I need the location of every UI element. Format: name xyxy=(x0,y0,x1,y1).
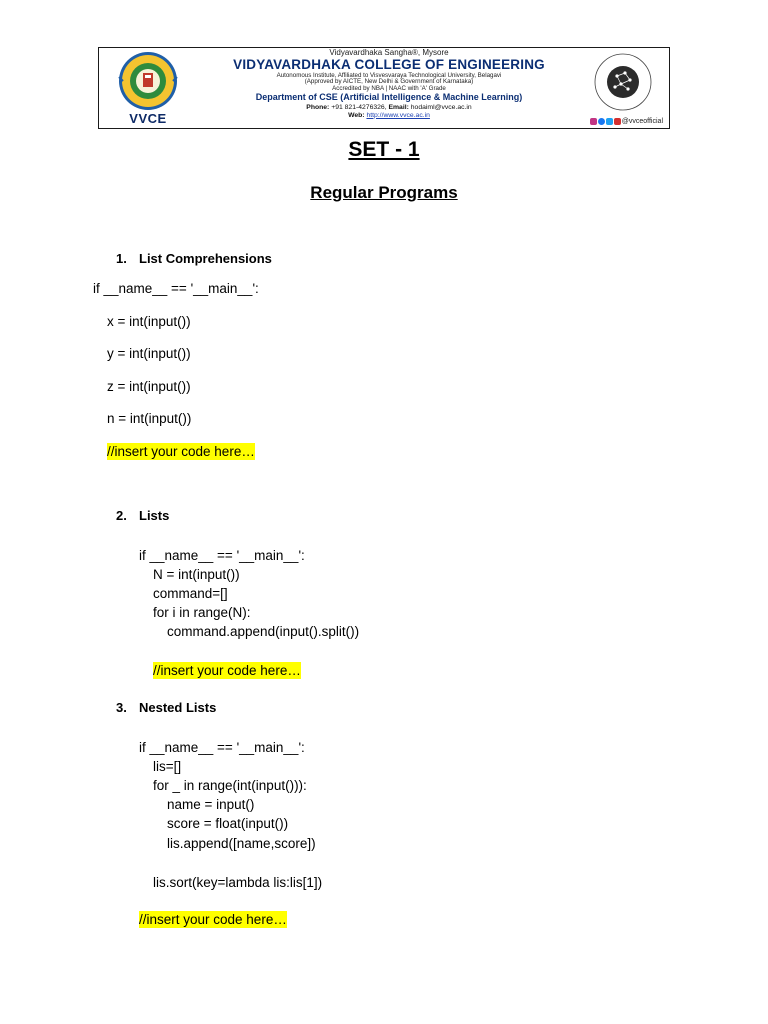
code-line: x = int(input()) xyxy=(107,314,191,329)
code-placeholder xyxy=(139,910,287,929)
code-line: z = int(input()) xyxy=(107,379,191,394)
college-name: VIDYAVARDHAKA COLLEGE OF ENGINEERING xyxy=(233,57,545,73)
emblem-seal-icon xyxy=(117,51,179,111)
code-line: for i in range(N): xyxy=(153,605,251,620)
code-line: if __name__ == '__main__': xyxy=(139,548,305,563)
code-line: N = int(input()) xyxy=(153,567,240,582)
phone-number: +91 821-4276326, xyxy=(331,103,387,111)
web-line xyxy=(199,112,579,119)
email-address[interactable]: hodaiml@vvce.ac.in xyxy=(410,103,472,111)
highlighted-placeholder: //insert your code here… xyxy=(139,912,287,927)
facebook-icon[interactable] xyxy=(598,118,605,125)
code-line: if __name__ == '__main__': xyxy=(139,740,305,755)
code-line: n = int(input()) xyxy=(107,411,192,426)
letterhead-text xyxy=(199,49,579,119)
code-line: lis.append([name,score]) xyxy=(167,836,316,851)
phone-label: Phone: xyxy=(306,103,330,111)
accreditation-line: Accredited by NBA | NAAC with 'A' Grade xyxy=(332,84,446,92)
brain-logo-icon xyxy=(581,52,665,116)
affiliation-line: Autonomous Institute, Affiliated to Visvesvaraya Technological University, Belagavi xyxy=(276,71,502,79)
code-line: command.append(input().split()) xyxy=(167,624,360,639)
section-title: Nested Lists xyxy=(139,700,217,715)
code-placeholder xyxy=(107,442,255,461)
section-heading-list-comprehensions xyxy=(116,251,272,266)
section-number: 1. xyxy=(116,251,127,266)
youtube-icon[interactable] xyxy=(614,118,621,125)
code-line: command=[] xyxy=(153,586,228,601)
section-title: List Comprehensions xyxy=(139,251,272,266)
page-subtitle: Regular Programs xyxy=(310,183,458,202)
department-name: Department of CSE (Artificial Intelligence & Machine Learning) xyxy=(255,92,523,103)
code-line: for _ in range(int(input())): xyxy=(153,778,307,793)
section-heading-lists xyxy=(116,508,169,523)
approval-line: (Approved by AICTE, New Delhi & Government of Karnataka) xyxy=(304,78,474,86)
section-heading-nested-lists xyxy=(116,700,216,715)
social-handle[interactable]: @vvceofficial xyxy=(621,118,663,125)
section-number: 3. xyxy=(116,700,127,715)
twitter-icon[interactable] xyxy=(606,118,613,125)
contact-line xyxy=(199,104,579,111)
highlighted-placeholder: //insert your code here… xyxy=(153,663,301,678)
college-emblem xyxy=(107,51,189,127)
aiml-logo xyxy=(581,52,665,116)
logo-text: VVCE xyxy=(129,111,167,126)
code-line: y = int(input()) xyxy=(107,346,191,361)
code-line: lis=[] xyxy=(153,759,182,774)
code-line: if __name__ == '__main__': xyxy=(93,281,259,296)
set-title: SET - 1 xyxy=(348,138,420,161)
email-label: Email: xyxy=(388,103,409,111)
sangha-line: Vidyavardhaka Sangha®, Mysore xyxy=(329,48,449,57)
code-line: name = input() xyxy=(167,797,255,812)
highlighted-placeholder: //insert your code here… xyxy=(107,444,255,459)
code-line: lis.sort(key=lambda lis:lis[1]) xyxy=(153,875,323,890)
code-line: score = float(input()) xyxy=(167,816,289,831)
section-title: Lists xyxy=(139,508,170,523)
section-number: 2. xyxy=(116,508,127,523)
social-links xyxy=(590,118,663,125)
web-label: Web: xyxy=(348,111,365,119)
code-placeholder xyxy=(153,661,301,680)
instagram-icon[interactable] xyxy=(590,118,597,125)
website-link[interactable]: http://www.vvce.ac.in xyxy=(366,111,430,119)
letterhead xyxy=(98,47,670,129)
